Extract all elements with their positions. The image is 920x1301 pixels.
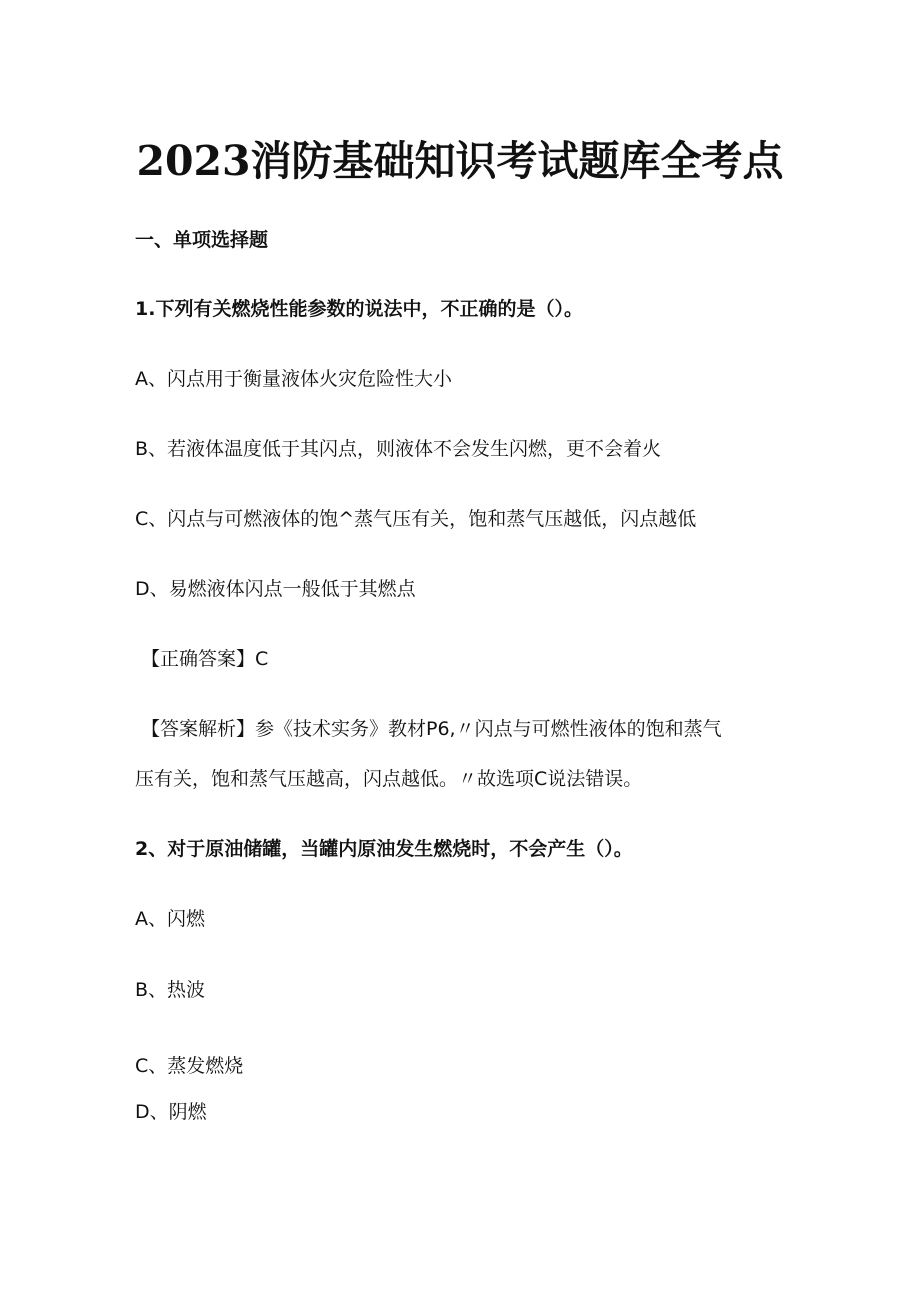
document-title: 2023消防基础知识考试题库全考点 [136, 137, 784, 185]
question-2-option-d: D、阴燃 [135, 1101, 207, 1123]
question-2-option-b: B、热波 [135, 979, 206, 1001]
question-1-option-d: D、易燃液体闪点一般低于其燃点 [135, 578, 416, 600]
question-1-option-b: B、若液体温度低于其闪点，则液体不会发生闪燃，更不会着火 [135, 438, 662, 460]
question-1-option-a: A、闪点用于衡量液体火灾危险性大小 [135, 368, 452, 390]
question-1-answer: 【正确答案】C [141, 648, 269, 670]
question-2-option-c: C、蒸发燃烧 [135, 1055, 244, 1077]
question-1-option-c: C、闪点与可燃液体的饱^蒸气压有关，饱和蒸气压越低，闪点越低 [135, 508, 697, 530]
section-heading: 一、单项选择题 [135, 229, 269, 251]
question-1-analysis-line-2: 压有关，饱和蒸气压越高，闪点越低。〃故选项C说法错误。 [135, 768, 643, 790]
question-2-stem: 2、对于原油储罐，当罐内原油发生燃烧时，不会产生（）。 [135, 838, 633, 860]
question-1-stem: 1.下列有关燃烧性能参数的说法中，不正确的是（）。 [135, 298, 583, 320]
question-1-analysis-line-1: 【答案解析】参《技术实务》教材P6,〃闪点与可燃性液体的饱和蒸气 [141, 718, 722, 740]
question-2-option-a: A、闪燃 [135, 908, 205, 930]
